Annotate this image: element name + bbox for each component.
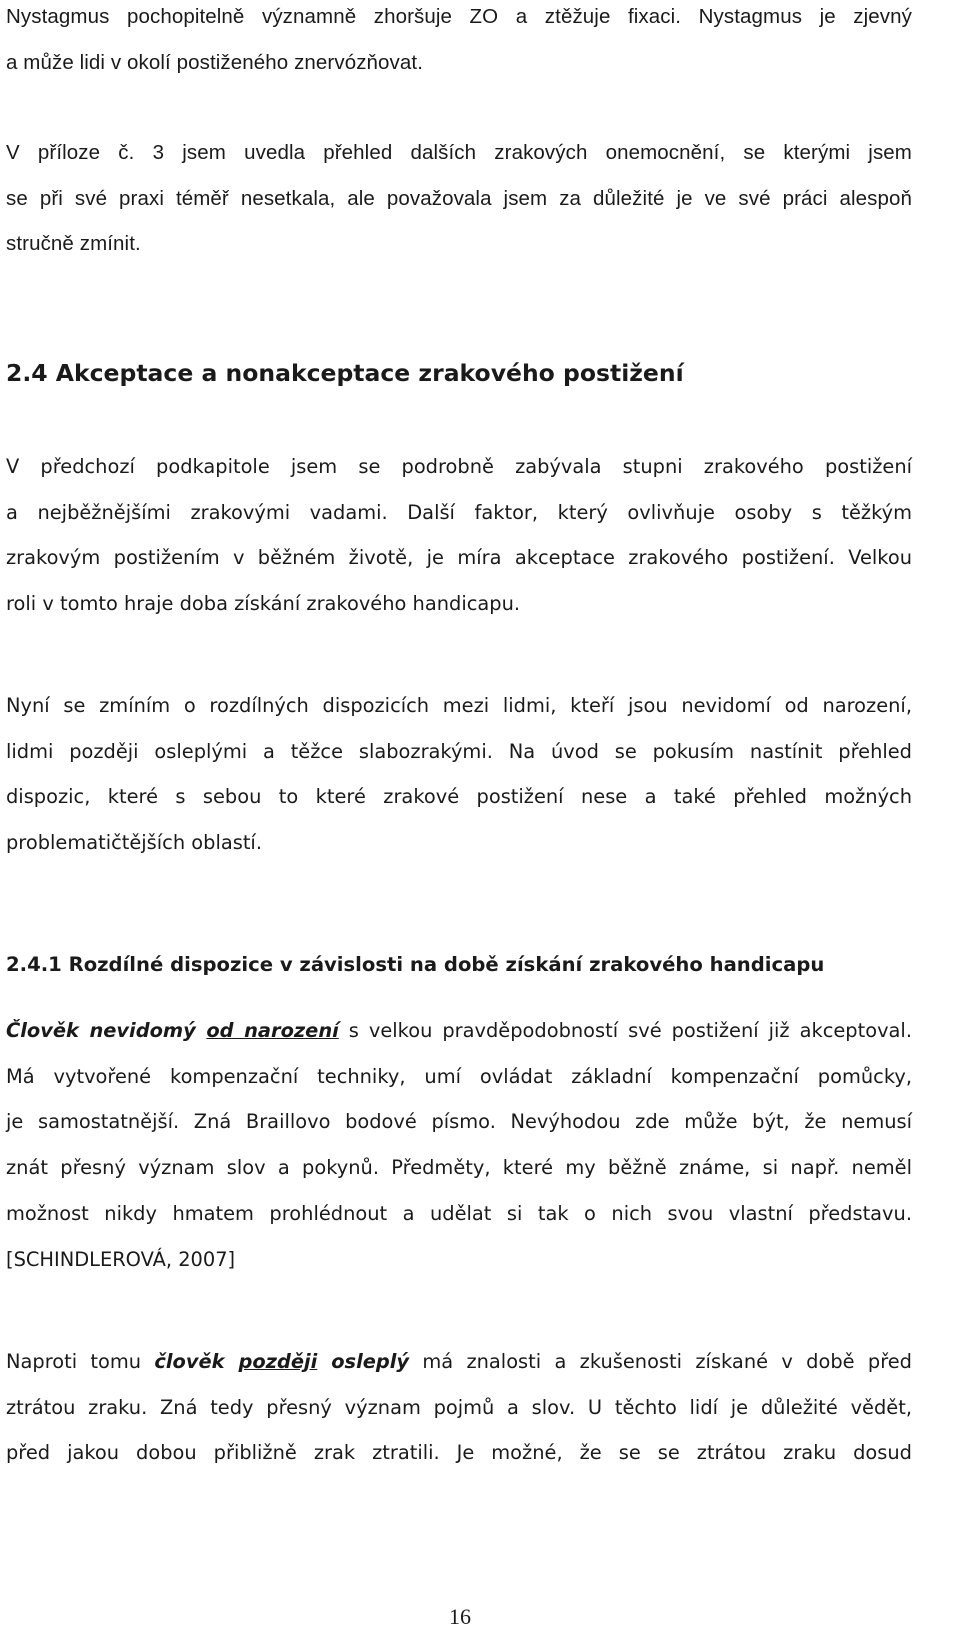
emphasis-space <box>225 1350 239 1373</box>
text-line: a může lidi v okolí postiženého znervózňovat. <box>6 50 424 74</box>
text-line: možnost nikdy hmatem prohlédnout a udělat si tak o nich svou vlastní představu. <box>6 1201 912 1225</box>
text-line: zrakovým postižením v běžném životě, je míra akceptace zrakového postižení. Velkou <box>6 546 912 570</box>
text-line: dispozic, které s sebou to které zrakové postižení nese a také přehled možných <box>6 785 912 809</box>
text-line <box>6 1008 912 1054</box>
text-line: lidmi později osleplými a těžce slabozrakými. Na úvod se pokusím nastínit přehled <box>6 739 912 763</box>
text-line: je samostatnější. Zná Braillovo bodové písmo. Nevýhodou zde může být, že nemusí <box>6 1110 912 1134</box>
text-run: Naproti tomu <box>6 1350 155 1373</box>
paragraph-naproti-tomu <box>6 1339 912 1476</box>
paragraph-priloha <box>6 130 912 267</box>
text-line: problematičtějších oblastí. <box>6 831 262 855</box>
emphasis-text: osleplý <box>331 1350 410 1373</box>
paragraph-clovek-nevidomy <box>6 1008 912 1282</box>
emphasis-space <box>196 1019 207 1042</box>
text-line: a nejběžnějšími zrakovými vadami. Další faktor, který ovlivňuje osoby s těžkým <box>6 500 912 524</box>
text-line: Nystagmus pochopitelně významně zhoršuje ZO a ztěžuje fixaci. Nystagmus je zjevný <box>6 5 912 28</box>
text-run: má znalosti a zkušenosti získané v době před <box>409 1350 912 1373</box>
text-line: před jakou dobou přibližně zrak ztratili. Je možné, že se se ztrátou zraku dosud <box>6 1441 912 1465</box>
emphasis-space <box>317 1350 331 1373</box>
emphasis-underlined-text: od narození <box>206 1019 339 1042</box>
text-line: stručně zmínit. <box>6 232 141 255</box>
text-line: ztrátou zraku. Zná tedy přesný význam pojmů a slov. U těchto lidí je důležité vědět, <box>6 1395 912 1419</box>
paragraph-nyni <box>6 683 912 866</box>
text-line: Má vytvořené kompenzační techniky, umí ovládat základní kompenzační pomůcky, <box>6 1064 912 1088</box>
text-run: s velkou pravděpodobností své postižení již akceptoval. <box>338 1019 912 1042</box>
text-line: V předchozí podkapitole jsem se podrobně zabývala stupni zrakového postižení <box>6 455 912 478</box>
emphasis-text: Člověk nevidomý <box>6 1019 196 1042</box>
emphasis-underlined-text: později <box>238 1350 318 1373</box>
text-line: roli v tomto hraje doba získání zrakového handicapu. <box>6 592 521 616</box>
paragraph-predchozi <box>6 444 912 627</box>
text-line: se při své praxi téměř nesetkala, ale považovala jsem za důležité je ve své práci alespoň <box>6 186 912 210</box>
text-line <box>6 1339 912 1385</box>
paragraph-nystagmus <box>6 0 912 85</box>
page-number: 16 <box>449 1604 471 1629</box>
subsection-heading-2-4-1: 2.4.1 Rozdílné dispozice v závislosti na době získání zrakového handicapu <box>6 953 825 976</box>
text-line: V příloze č. 3 jsem uvedla přehled dalších zrakových onemocnění, se kterými jsem <box>6 141 912 164</box>
citation-line: [SCHINDLEROVÁ, 2007] <box>6 1247 236 1271</box>
text-line: znát přesný význam slov a pokynů. Předměty, které my běžně známe, si např. neměl <box>6 1156 912 1180</box>
section-heading-2-4: 2.4 Akceptace a nonakceptace zrakového postižení <box>6 359 684 387</box>
text-line: Nyní se zmíním o rozdílných dispozicích mezi lidmi, kteří jsou nevidomí od narození, <box>6 694 912 717</box>
emphasis-text: člověk <box>154 1350 225 1373</box>
